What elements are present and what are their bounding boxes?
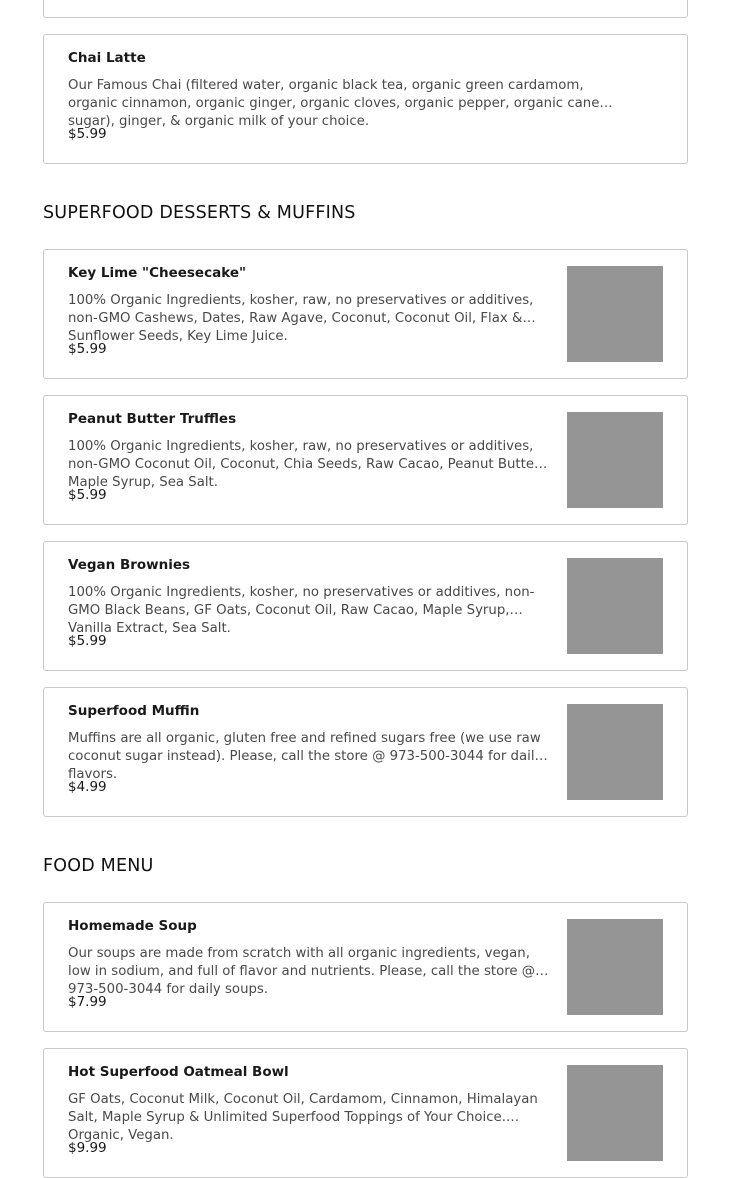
menu-item-image[interactable] bbox=[567, 558, 663, 654]
menu-item-name: Hot Superfood Oatmeal Bowl bbox=[68, 1064, 289, 1080]
menu-item-card-chai-latte[interactable] bbox=[43, 34, 688, 164]
menu-item-image[interactable] bbox=[567, 412, 663, 508]
menu-item-description: 100% Organic Ingredients, kosher, raw, no preservatives or additives, non-GMO Cashews, Dates, Raw Agave, Coconut, Coconut Oil, Flax & Sunflower Seeds, Key Lime Juice. bbox=[68, 293, 534, 344]
menu-item-image[interactable] bbox=[567, 1065, 663, 1161]
menu-item-card-vegan-brownies[interactable] bbox=[43, 541, 688, 671]
section-title-superfood-desserts: SUPERFOOD DESSERTS & MUFFINS bbox=[43, 203, 356, 223]
menu-item-image[interactable] bbox=[567, 266, 663, 362]
menu-item-price: $9.99 bbox=[68, 1140, 107, 1156]
menu-item-price: $5.99 bbox=[68, 487, 107, 503]
menu-item-name: Vegan Brownies bbox=[68, 557, 191, 573]
menu-item-card-homemade-soup[interactable] bbox=[43, 902, 688, 1032]
menu-item-image[interactable] bbox=[567, 704, 663, 800]
menu-item-description: 100% Organic Ingredients, kosher, raw, no preservatives or additives, non-GMO Coconut Oil, Coconut, Chia Seeds, Raw Cacao, Peanut Butter, Maple Syrup, Sea Salt. bbox=[68, 439, 544, 490]
menu-item-price: $5.99 bbox=[68, 633, 107, 649]
menu-item-name: Peanut Butter Truffles bbox=[68, 411, 237, 427]
menu-item-card-key-lime-cheesecake[interactable] bbox=[43, 249, 688, 379]
menu-item-description: Our Famous Chai (filtered water, organic black tea, organic green cardamom, organic cinnamon, organic ginger, organic cloves, organic pepper, organic cane sugar), ginger, & organic milk of your choice. bbox=[68, 78, 600, 129]
menu-item-card-superfood-muffin[interactable] bbox=[43, 687, 688, 817]
menu-item-description: GF Oats, Coconut Milk, Coconut Oil, Cardamom, Cinnamon, Himalayan Salt, Maple Syrup & Unlimited Superfood Toppings of Your Choice. Organic, Vegan. bbox=[68, 1092, 538, 1143]
menu-item-card-hot-superfood-oatmeal-bowl[interactable] bbox=[43, 1048, 688, 1178]
menu-item-name: Homemade Soup bbox=[68, 918, 197, 934]
menu-item-name: Superfood Muffin bbox=[68, 703, 200, 719]
menu-item-card-peanut-butter-truffles[interactable] bbox=[43, 395, 688, 525]
menu-item-name: Chai Latte bbox=[68, 50, 146, 66]
menu-item-price: $5.99 bbox=[68, 341, 107, 357]
menu-item-image[interactable] bbox=[567, 919, 663, 1015]
menu-item-price: $7.99 bbox=[68, 994, 107, 1010]
menu-item-description: Our soups are made from scratch with all organic ingredients, vegan, low in sodium, and full of flavor and nutrients. Please, call the store @ 973-500-3044 for daily soups. bbox=[68, 946, 536, 997]
menu-item-description: Muffins are all organic, gluten free and refined sugars free (we use raw coconut sugar instead). Please, call the store @ 973-500-3044 for daily flavors. bbox=[68, 731, 543, 782]
menu-item-price: $4.99 bbox=[68, 779, 107, 795]
menu-item-price: $5.99 bbox=[68, 126, 107, 142]
section-title-food-menu: FOOD MENU bbox=[43, 856, 154, 876]
menu-item-card[interactable] bbox=[43, 0, 688, 18]
menu-item-description: 100% Organic Ingredients, kosher, no preservatives or additives, non-GMO Black Beans, GF Oats, Coconut Oil, Raw Cacao, Maple Syrup, Vanilla Extract, Sea Salt. bbox=[68, 585, 535, 636]
menu-item-name: Key Lime "Cheesecake" bbox=[68, 265, 247, 281]
